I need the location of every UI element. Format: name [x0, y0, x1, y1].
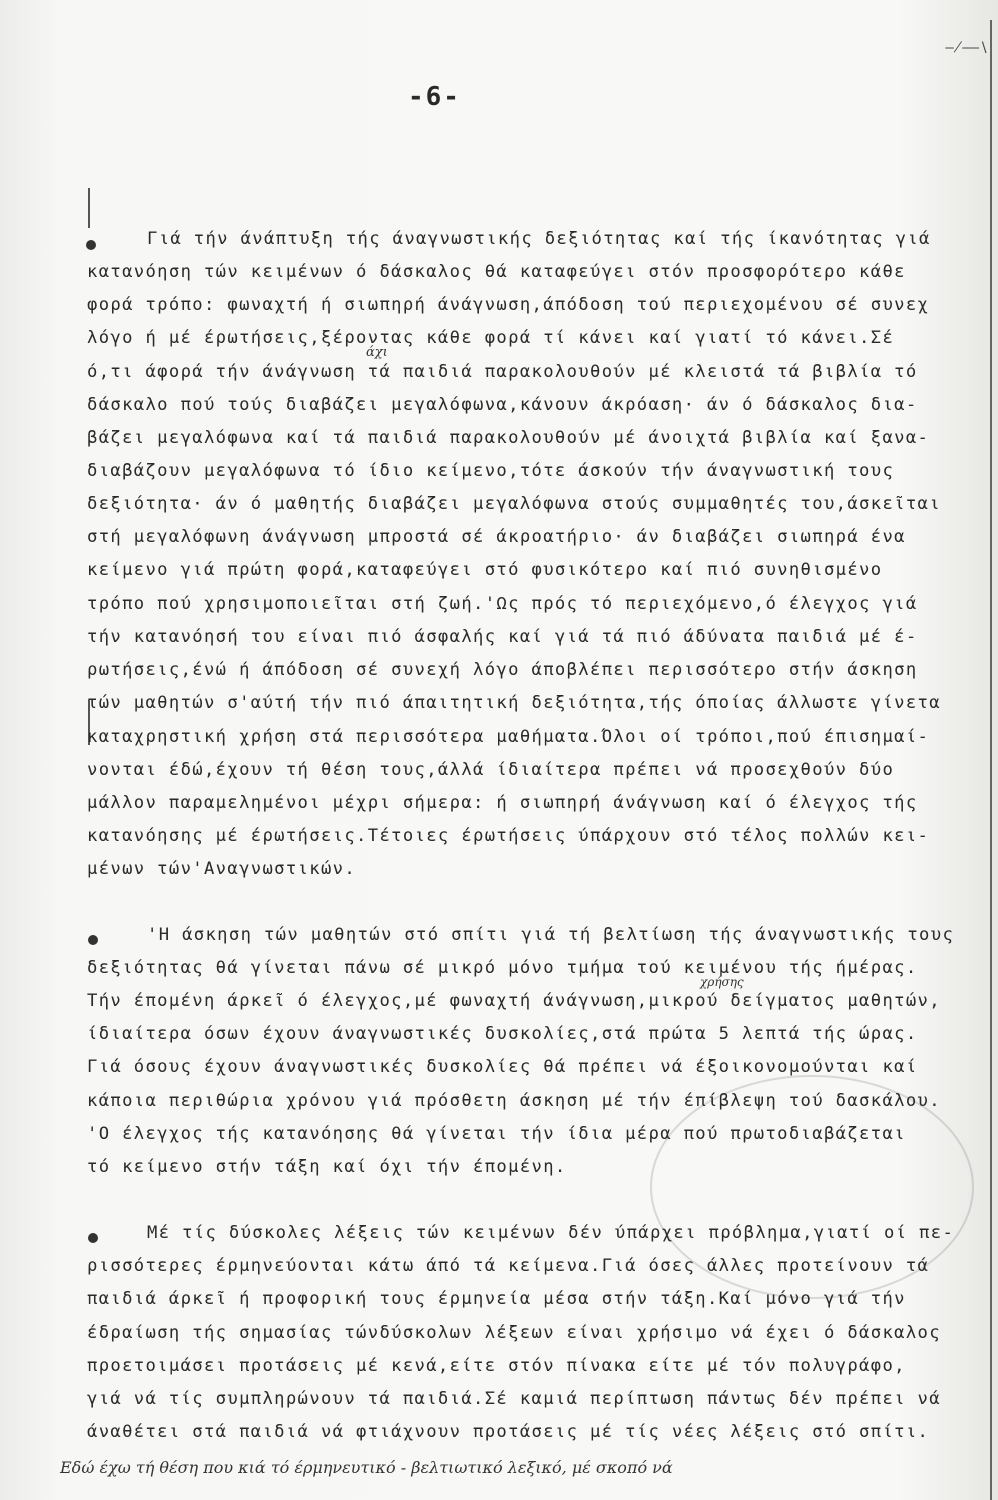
- paragraph-bullet: [88, 935, 98, 945]
- text-line: κάποια περιθώρια χρόνου γιά πρόσθετη άσκηση μέ τήν έπίβλεψη τού δασκάλου.: [87, 1091, 941, 1111]
- text-line: διαβάζουν μεγαλόφωνα τό ίδιο κείμενο,τότε άσκούν τήν άναγνωστική τους: [87, 461, 895, 481]
- text-line: Τήν έπομένη άρκεῖ ό έλεγχος,μέ φωναχτή άνάγνωση,μικρού δείγματος μαθητών,: [87, 991, 941, 1011]
- text-line: έδραίωση τής σημασίας τώνδύσκολων λέξεων είναι χρήσιμο νά έχει ό δάσκαλος: [87, 1323, 941, 1343]
- text-line: φορά τρόπο: φωναχτή ή σιωπηρή άνάγνωση,άπόδοση τού περιεχομένου σέ συνεχ: [87, 295, 930, 315]
- page-edge: [990, 20, 992, 1500]
- text-line: ίδιαίτερα όσων έχουν άναγνωστικές δυσκολίες,στά πρώτα 5 λεπτά τής ώρας.: [87, 1024, 918, 1044]
- text-line: λόγο ή μέ έρωτήσεις,ξέροντας κάθε φορά τί κάνει καί γιατί τό κάνει.Σέ: [87, 328, 895, 348]
- handwritten-note: Εδώ έχω τή θέση που κιά τό έρμηνευτικό - βελτιωτικό λεξικό, μέ σκοπό νά: [60, 1458, 673, 1477]
- text-line: τό κείμενο στήν τάξη καί όχι τήν έπομένη.: [87, 1157, 567, 1177]
- text-line: στή μεγαλόφωνη άνάγνωση μπροστά σέ άκροατήριο· άν διαβάζει σιωπηρά ένα: [87, 527, 906, 547]
- text-line: παιδιά άρκεῖ ή προφορική τους έρμηνεία μέσα στήν τάξη.Καί μόνο γιά τήν: [87, 1289, 906, 1309]
- margin-pen-mark: [88, 188, 90, 228]
- text-line: κείμενο γιά πρώτη φορά,καταφεύγει στό φυσικότερο καί πιό συνηθισμένο: [87, 560, 883, 580]
- page-number: -6-: [408, 82, 461, 112]
- text-line: Γιά όσους έχουν άναγνωστικές δυσκολίες θά πρέπει νά έξοικονομούνται καί: [87, 1057, 918, 1077]
- text-line: τών μαθητών σ'αύτή τήν πιό άπαιτητική δεξιότητα,τής όποίας άλλωστε γίνετα: [87, 693, 941, 713]
- paragraph-bullet: [88, 1233, 98, 1243]
- text-line: γιά νά τίς συμπληρώνουν τά παιδιά.Σέ καμιά περίπτωση πάντως δέν πρέπει νά: [87, 1389, 941, 1409]
- text-line: δεξιότητας θά γίνεται πάνω σέ μικρό μόνο τμήμα τού κειμένου τής ήμέρας.: [87, 958, 918, 978]
- text-line: ρωτήσεις,ένώ ή άπόδοση σέ συνεχή λόγο άποβλέπει περισσότερο στήν άσκηση: [87, 660, 918, 680]
- text-line: βάζει μεγαλόφωνα καί τά παιδιά παρακολουθούν μέ άνοιχτά βιβλία καί ξανα-: [87, 428, 930, 448]
- paragraph-bullet: [86, 240, 96, 250]
- text-line: τήν κατανόησή του είναι πιό άσφαλής καί γιά τά πιό άδύνατα παιδιά μέ έ-: [87, 627, 918, 647]
- text-line: άναθέτει στά παιδιά νά φτιάχνουν προτάσεις μέ τίς νέες λέξεις στό σπίτι.: [87, 1422, 930, 1442]
- handwritten-insert: χρήσης: [700, 975, 744, 989]
- text-line: νονται έδώ,έχουν τή θέση τους,άλλά ίδιαίτερα πρέπει νά προσεχθούν δύο: [87, 760, 895, 780]
- handwritten-insert: άχι: [366, 345, 388, 360]
- text-line: κατανόησης μέ έρωτήσεις.Τέτοιες έρωτήσεις ύπάρχουν στό τέλος πολλών κει-: [87, 826, 930, 846]
- text-line: προετοιμάσει προτάσεις μέ κενά,είτε στόν πίνακα είτε μέ τόν πολυγράφο,: [87, 1356, 906, 1376]
- text-line: Γιά τήν άνάπτυξη τής άναγνωστικής δεξιότητας καί τής ίκανότητας γιά: [147, 229, 931, 249]
- text-line: Μέ τίς δύσκολες λέξεις τών κειμένων δέν ύπάρχει πρόβλημα,γιατί οί πε-: [147, 1223, 955, 1243]
- text-line: ρισσότερες έρμηνεύονται κάτω άπό τά κείμενα.Γιά όσες άλλες προτείνουν τά: [87, 1256, 930, 1276]
- text-line: τρόπο πού χρησιμοποιεῖται στή ζωή.'Ως πρός τό περιεχόμενο,ό έλεγχος γιά: [87, 594, 918, 614]
- corner-marks: —̸——∖: [945, 40, 988, 56]
- text-line: καταχρηστική χρήση στά περισσότερα μαθήματα.Όλοι οί τρόποι,πού έπισημαί-: [87, 727, 930, 747]
- text-line: μάλλον παραμελημένοι μέχρι σήμερα: ή σιωπηρή άνάγνωση καί ό έλεγχος τής: [87, 793, 918, 813]
- text-line: κατανόηση τών κειμένων ό δάσκαλος θά καταφεύγει στόν προσφορότερο κάθε: [87, 262, 906, 282]
- text-line: δάσκαλο πού τούς διαβάζει μεγαλόφωνα,κάνουν άκρόαση· άν ό δάσκαλος δια-: [87, 395, 918, 415]
- text-line: μένων τών'Αναγνωστικών.: [87, 859, 357, 879]
- text-line: ό,τι άφορά τήν άνάγνωση τά παιδιά παρακολουθούν μέ κλειστά τά βιβλία τό: [87, 362, 918, 382]
- text-line: δεξιότητα· άν ό μαθητής διαβάζει μεγαλόφωνα στούς συμμαθητές του,άσκεῖται: [87, 494, 941, 514]
- text-line: 'Ο έλεγχος τής κατανόησης θά γίνεται τήν ίδια μέρα πού πρωτοδιαβάζεται: [87, 1124, 906, 1144]
- text-line: 'Η άσκηση τών μαθητών στό σπίτι γιά τή βελτίωση τής άναγνωστικής τους: [147, 925, 955, 945]
